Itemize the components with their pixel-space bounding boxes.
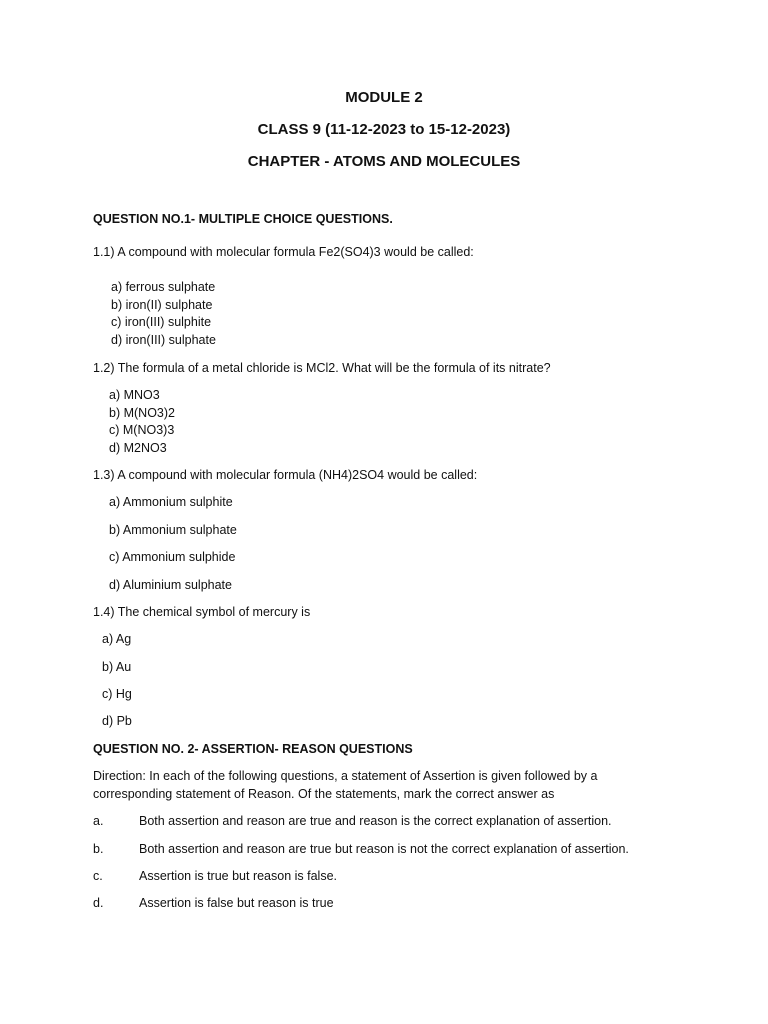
option-1-4-a: a) Ag	[102, 632, 132, 646]
option-1-2-b: b) M(NO3)2	[109, 406, 175, 420]
option-1-4-b: b) Au	[102, 660, 132, 674]
option-1-2-a: a) MNO3	[109, 388, 160, 402]
chapter-title: CHAPTER - ATOMS AND MOLECULES	[247, 153, 521, 170]
question-1-3: 1.3) A compound with molecular formula (NH4)2SO4 would be called:	[93, 468, 478, 482]
option-1-3-a: a) Ammonium sulphite	[109, 495, 233, 509]
choice-c-label: c.	[93, 869, 103, 883]
q1-title: QUESTION NO.1- MULTIPLE CHOICE QUESTIONS.	[93, 212, 393, 226]
option-1-3-b: b) Ammonium sulphate	[109, 523, 237, 537]
choice-b-text: Both assertion and reason are true but reason is not the correct explanation of assertion.	[139, 842, 629, 856]
option-1-2-d: d) M2NO3	[109, 441, 167, 455]
module-title: MODULE 2	[345, 89, 423, 106]
q2-direction-line-2: corresponding statement of Reason. Of the statements, mark the correct answer as	[93, 787, 555, 801]
question-1-4: 1.4) The chemical symbol of mercury is	[93, 605, 311, 619]
option-1-1-a: a) ferrous sulphate	[111, 280, 216, 294]
option-1-4-d: d) Pb	[102, 714, 132, 728]
choice-d-label: d.	[93, 896, 104, 910]
q2-direction-line-1: Direction: In each of the following questions, a statement of Assertion is given followed by a	[93, 769, 598, 783]
option-1-3-d: d) Aluminium sulphate	[109, 578, 232, 592]
option-1-2-c: c) M(NO3)3	[109, 423, 175, 437]
q2-title: QUESTION NO. 2- ASSERTION- REASON QUESTIONS	[93, 742, 413, 756]
choice-a-label: a.	[93, 814, 104, 828]
question-1-2: 1.2) The formula of a metal chloride is MCl2. What will be the formula of its nitrate?	[93, 361, 551, 375]
choice-b-label: b.	[93, 842, 104, 856]
option-1-1-c: c) iron(III) sulphite	[111, 315, 212, 329]
option-1-1-b: b) iron(II) sulphate	[111, 298, 213, 312]
option-1-1-d: d) iron(III) sulphate	[111, 333, 216, 347]
choice-d-text: Assertion is false but reason is true	[139, 896, 334, 910]
question-1-1: 1.1) A compound with molecular formula Fe2(SO4)3 would be called:	[93, 245, 474, 259]
option-1-4-c: c) Hg	[102, 687, 132, 701]
class-dates-title: CLASS 9 (11-12-2023 to 15-12-2023)	[257, 121, 511, 138]
choice-c-text: Assertion is true but reason is false.	[139, 869, 338, 883]
option-1-3-c: c) Ammonium sulphide	[109, 550, 236, 564]
choice-a-text: Both assertion and reason are true and reason is the correct explanation of assertion.	[139, 814, 612, 828]
